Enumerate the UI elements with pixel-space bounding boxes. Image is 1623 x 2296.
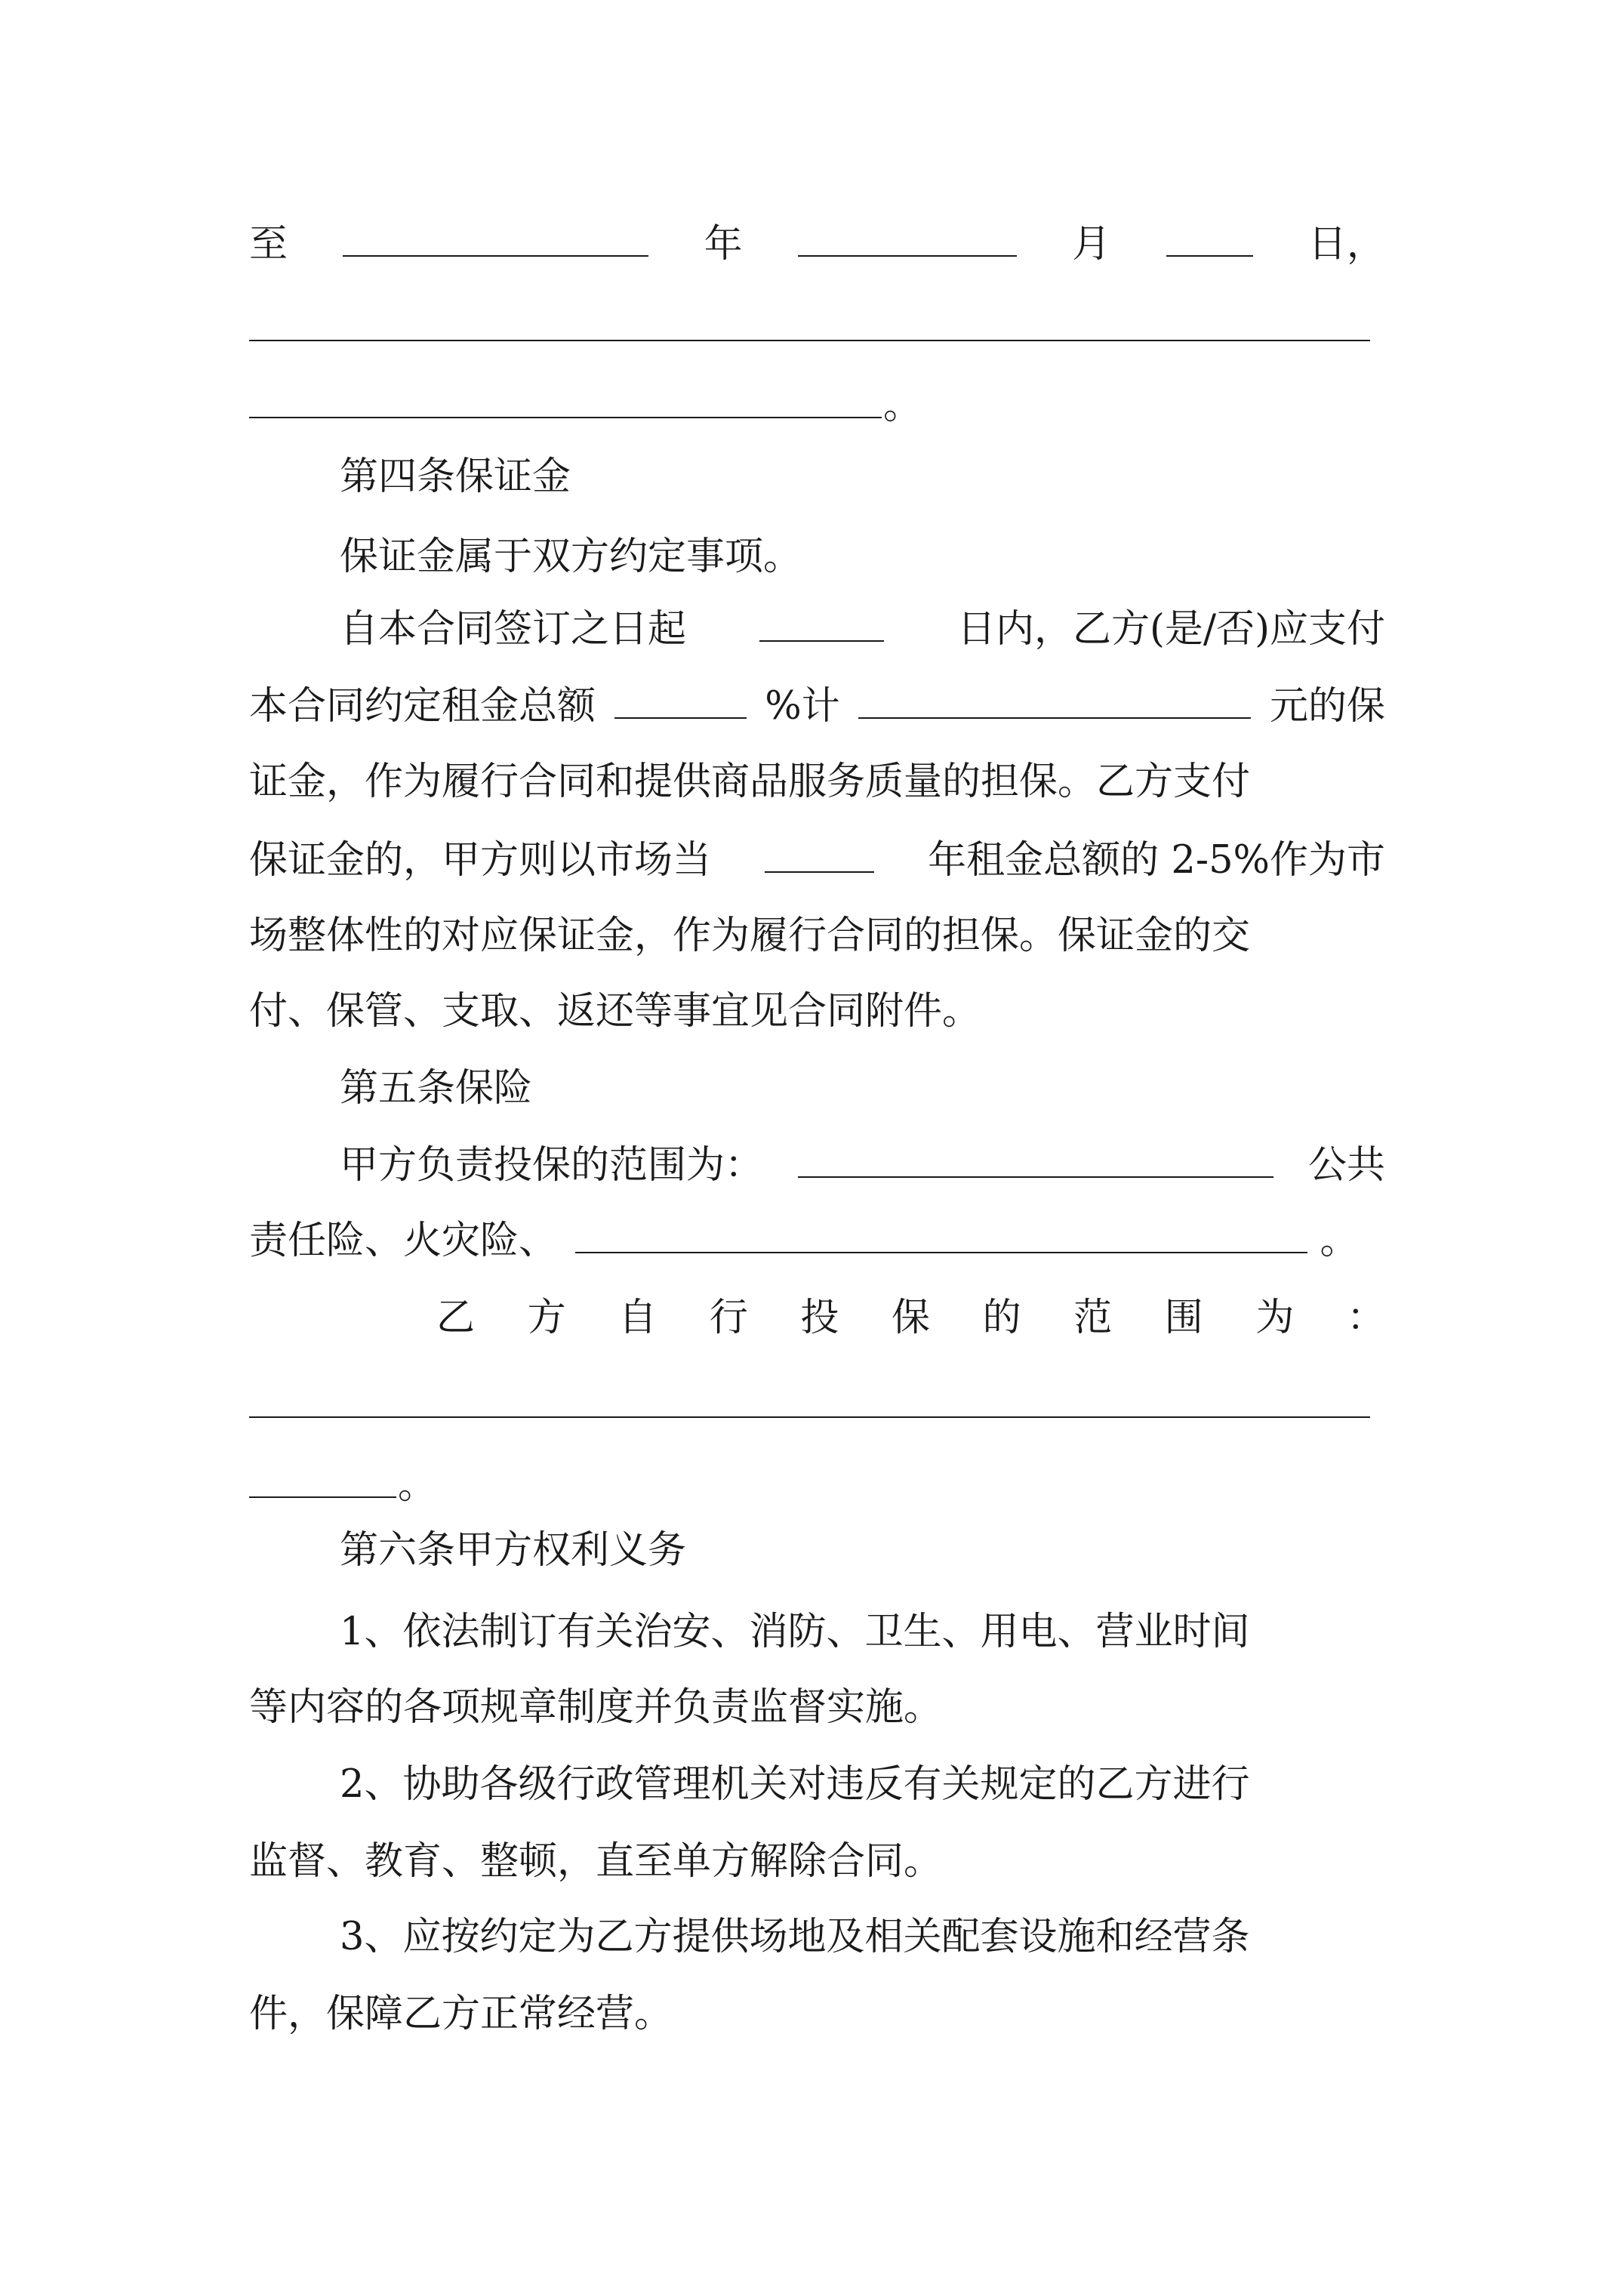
article-4-para bbox=[340, 593, 1385, 666]
text-char: 的 bbox=[982, 1296, 1021, 1340]
blank-line bbox=[249, 1416, 1370, 1418]
text-char: 保 bbox=[891, 1296, 930, 1340]
article-5-title: 第五条保险 bbox=[340, 1066, 533, 1111]
year-label: 年 bbox=[704, 222, 743, 267]
text-segment: 自本合同签订之日起 bbox=[340, 607, 687, 652]
text-segment: 责任险、火灾险、 bbox=[249, 1219, 558, 1263]
article-4-para: 付、保管、支取、返还等事宜见合同附件。 bbox=[249, 989, 981, 1034]
article-4-para bbox=[249, 824, 1385, 897]
article-5-para bbox=[249, 1205, 1385, 1277]
text-segment: 甲方负责投保的范围为： bbox=[340, 1143, 764, 1188]
amount-blank bbox=[858, 673, 1251, 719]
insurance-blank bbox=[575, 1208, 1307, 1253]
article-6-item: 1、依法制订有关治安、消防、卫生、用电、营业时间 bbox=[340, 1610, 1250, 1654]
text-segment: %计 bbox=[765, 684, 840, 729]
article-4-para bbox=[249, 670, 1385, 743]
article-4-para: 证金，作为履行合同和提供商品服务质量的担保。乙方支付 bbox=[249, 760, 1251, 804]
article-5-para bbox=[436, 1282, 1385, 1354]
percent-blank bbox=[614, 673, 747, 719]
article-5-para bbox=[340, 1130, 1385, 1202]
article-6-item: 3、应按约定为乙方提供场地及相关配套设施和经营条 bbox=[340, 1915, 1250, 1959]
text-char: 自 bbox=[618, 1296, 658, 1340]
text-char: 投 bbox=[800, 1296, 839, 1340]
days-blank bbox=[759, 596, 884, 642]
month-blank bbox=[798, 211, 1017, 257]
text-segment: 元的保 bbox=[1269, 684, 1385, 729]
day-label: 日， bbox=[1307, 222, 1385, 267]
text-segment: 本合同约定租金总额 bbox=[249, 684, 596, 729]
article-6-item: 2、协助各级行政管理机关对违反有关规定的乙方进行 bbox=[340, 1762, 1250, 1807]
text-char: 行 bbox=[709, 1296, 748, 1340]
article-6-item: 等内容的各项规章制度并负责监督实施。 bbox=[249, 1685, 943, 1730]
article-4-para: 保证金属于双方约定事项。 bbox=[340, 535, 802, 579]
article-6-item: 监督、教育、整顿，直至单方解除合同。 bbox=[249, 1839, 943, 1884]
text-segment: 年租金总额的 2-5%作为市 bbox=[928, 838, 1385, 883]
text-char: 范 bbox=[1073, 1296, 1113, 1340]
text-char: ： bbox=[1346, 1296, 1385, 1340]
text-char: 方 bbox=[527, 1296, 566, 1340]
date-to-label: 至 bbox=[249, 222, 288, 267]
article-4-para: 场整体性的对应保证金，作为履行合同的担保。保证金的交 bbox=[249, 914, 1251, 958]
text-char: 围 bbox=[1164, 1296, 1203, 1340]
punctuation: 。 bbox=[883, 384, 922, 428]
text-segment: 日内，乙方(是/否)应支付 bbox=[957, 607, 1385, 652]
date-line bbox=[249, 208, 1385, 281]
day-blank bbox=[1166, 211, 1253, 257]
text-segment: 公共 bbox=[1307, 1143, 1385, 1188]
blank-line bbox=[249, 1496, 396, 1498]
article-6-title: 第六条甲方权利义务 bbox=[340, 1528, 687, 1573]
blank-line bbox=[249, 417, 882, 418]
blank-line bbox=[249, 340, 1370, 341]
punctuation: 。 bbox=[398, 1463, 437, 1508]
insurance-blank bbox=[798, 1133, 1273, 1178]
article-6-item: 件，保障乙方正常经营。 bbox=[249, 1992, 673, 2036]
year-blank bbox=[765, 827, 874, 873]
article-4-title: 第四条保证金 bbox=[340, 455, 571, 499]
text-segment: 保证金的，甲方则以市场当 bbox=[249, 838, 712, 883]
month-label: 月 bbox=[1072, 222, 1111, 267]
text-segment: 。 bbox=[1320, 1219, 1359, 1263]
text-char: 为 bbox=[1255, 1296, 1295, 1340]
year-blank bbox=[343, 211, 648, 257]
text-char: 乙 bbox=[436, 1296, 476, 1340]
